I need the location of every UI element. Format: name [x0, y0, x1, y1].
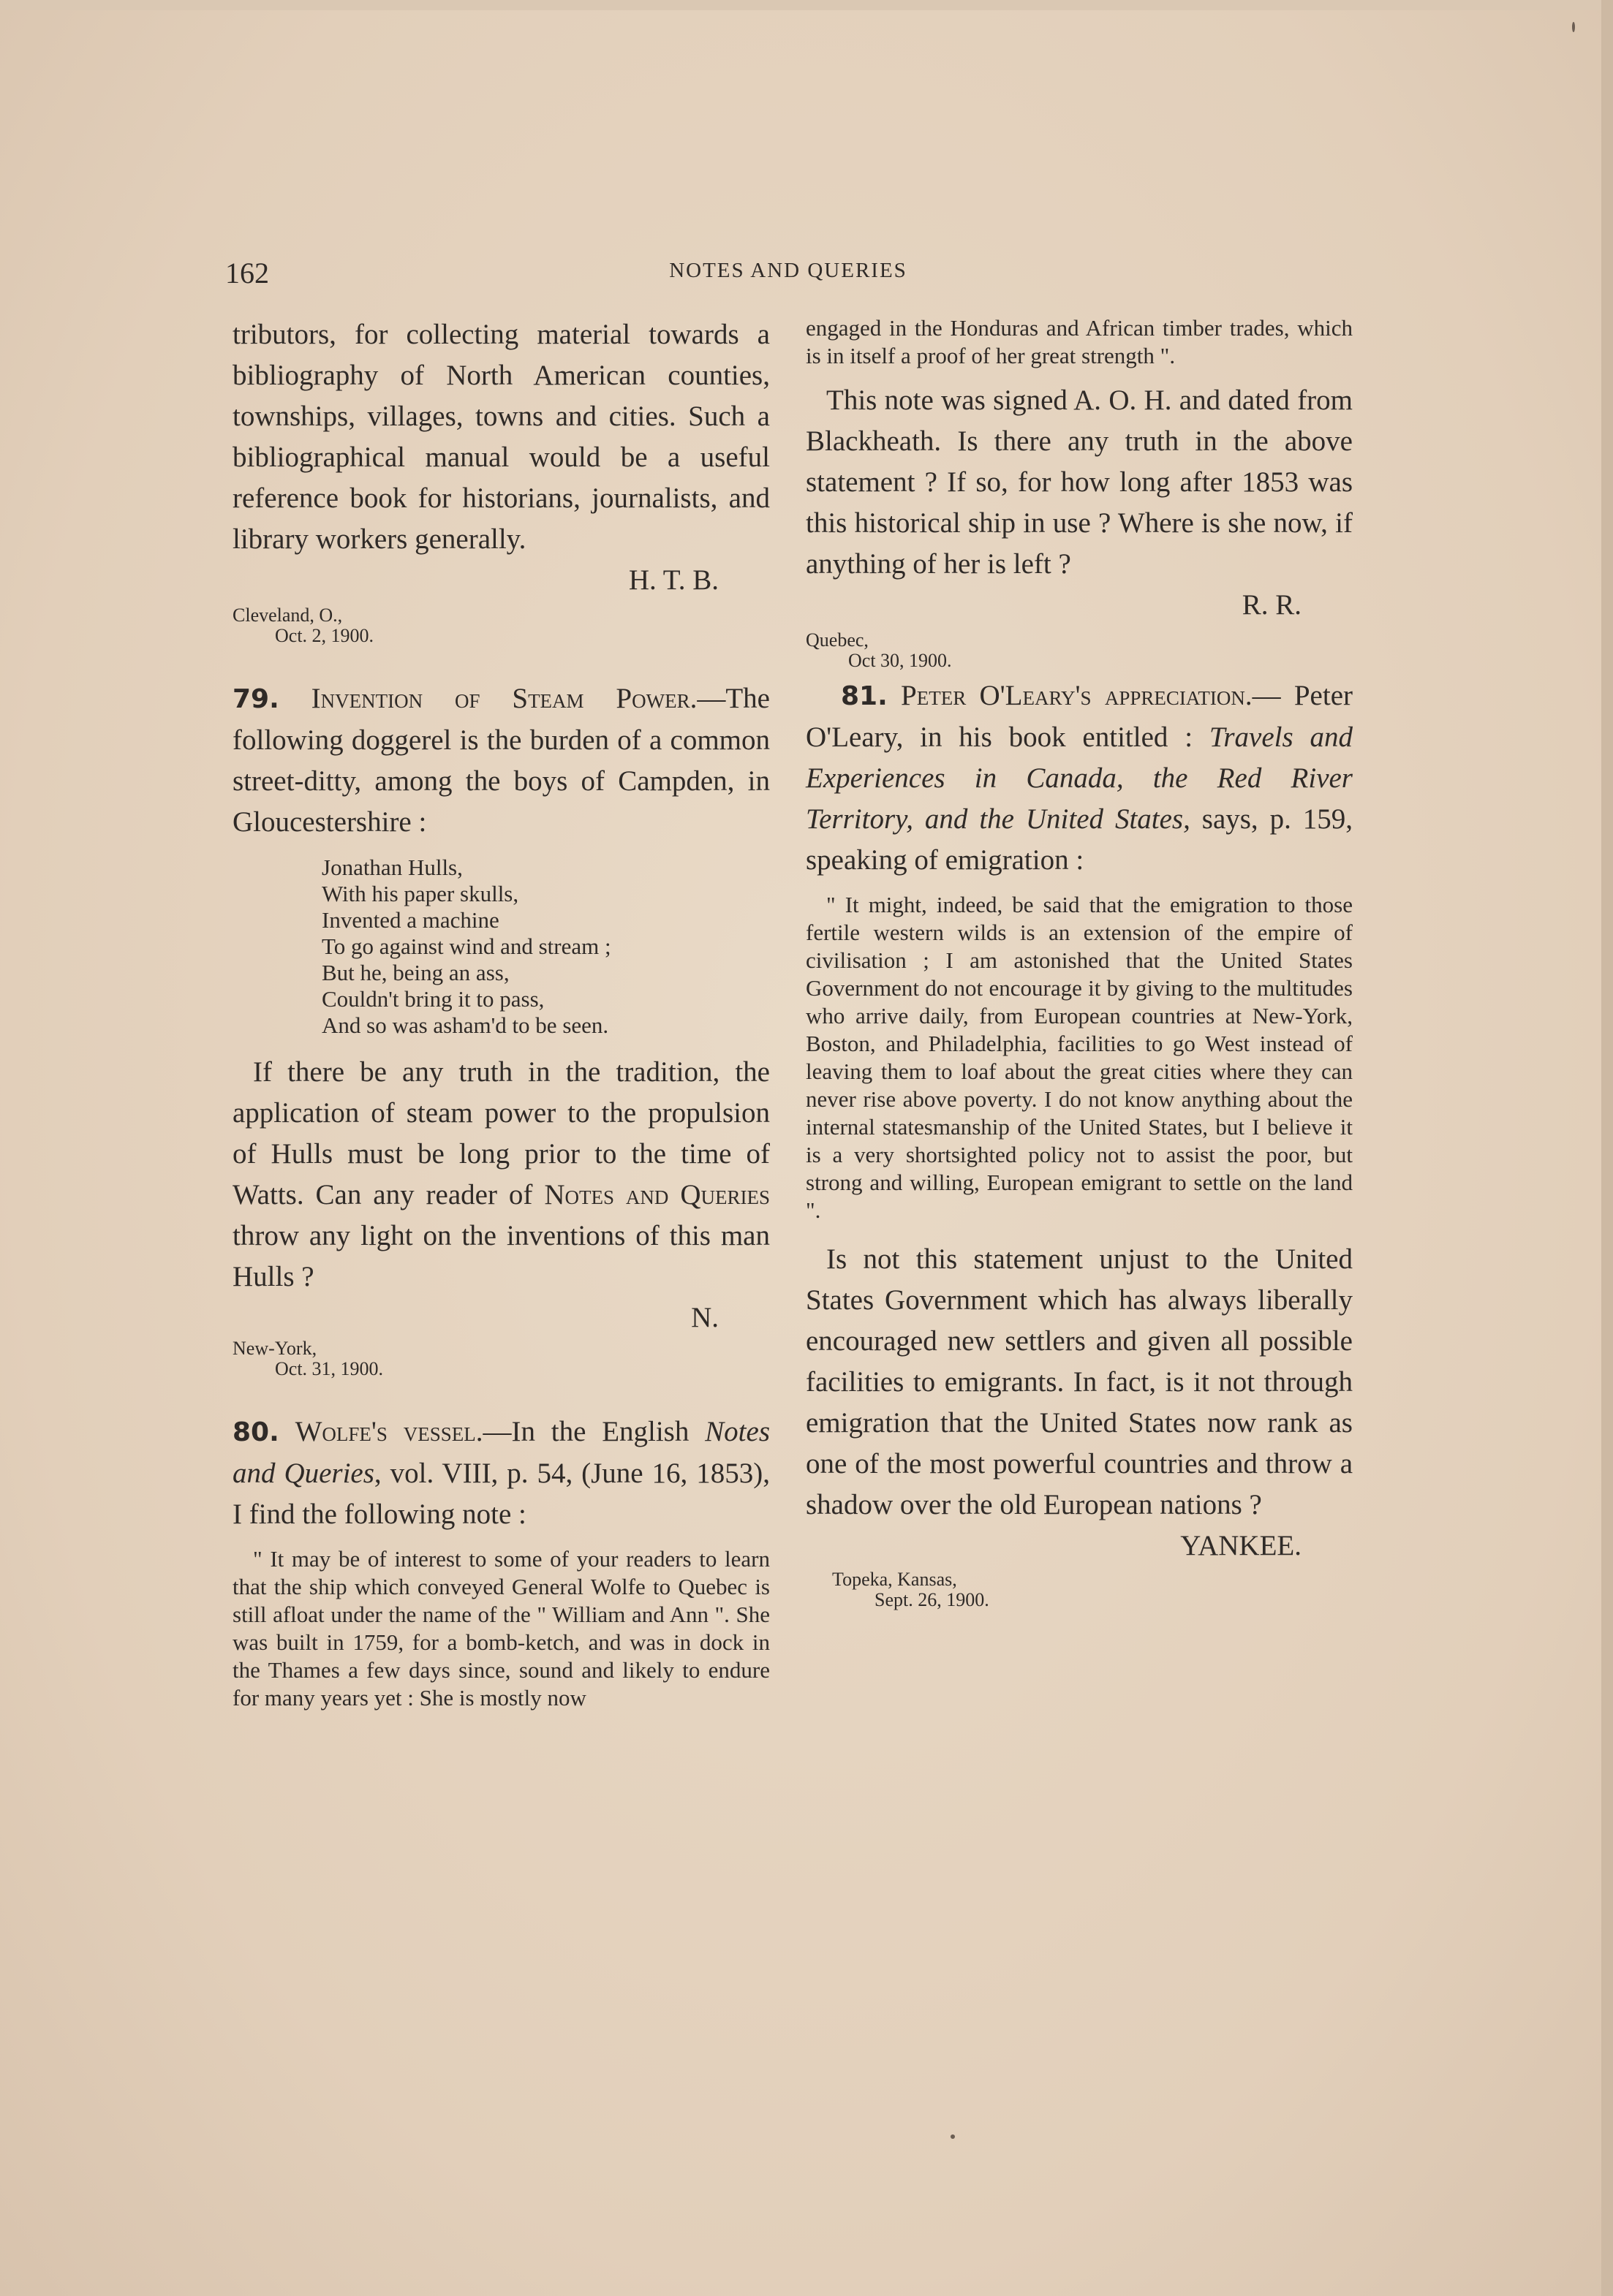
verse-line: Jonathan Hulls, — [322, 855, 463, 880]
query-intro-text: — Peter O'Leary, in his book entitled : — [806, 680, 1353, 753]
query-title: Invention of Steam Power. — [311, 683, 698, 714]
quoted-passage: " It might, indeed, be said that the emigration to those fertile western wilds is an extension of the empire of civilisation ; I am astonished that the United States Government do not encourage it by giving to the multitudes who arrive daily, from European countries at New-York, Boston, and Philadelphia, facilities to go West instead of leaving them to loaf about the great cities where they can never rise above poverty. I do not know anything about the internal statesmanship of the United States, but I believe it is a very shortsighted policy not to assist the poor, but strong and willing, European emigrant to settle on the land ". — [806, 892, 1353, 1223]
dateline-quebec — [806, 630, 1353, 671]
dateline-place: New-York, — [233, 1338, 317, 1359]
query-title: Wolfe's vessel. — [295, 1416, 483, 1447]
query-number: 79. — [233, 684, 279, 714]
query-80-intro — [233, 1412, 770, 1535]
query-number: 81. — [841, 681, 888, 711]
dateline-place: Topeka, Kansas, — [832, 1569, 957, 1590]
dateline-date: Oct 30, 1900. — [848, 650, 952, 671]
verse-line: Couldn't bring it to pass, — [322, 986, 545, 1012]
ink-speck — [1572, 22, 1575, 32]
signature-htb: H. T. B. — [628, 564, 719, 596]
journal-name: Notes and Queries — [544, 1179, 771, 1210]
query-body-text: throw any light on the inventions of this man Hulls ? — [233, 1220, 770, 1292]
running-title: NOTES AND QUERIES — [669, 259, 907, 282]
dateline-place: Quebec, — [806, 629, 869, 651]
query-intro-text: —In the English — [483, 1416, 706, 1447]
verse-line: Invented a machine — [322, 907, 499, 933]
query-body-text: If there be any truth in the tradition, the application of steam power to the propulsion of Hulls must be long prior to the time of Watts. Can any reader of — [233, 1056, 770, 1210]
query-intro-text: says, p. 159, speaking of emigration : — [806, 803, 1353, 876]
query-81-intro — [806, 675, 1353, 881]
quoted-note-continued: engaged in the Honduras and African timber trades, which is in itself a proof of her great strength ". — [806, 315, 1353, 368]
left-column — [233, 314, 770, 1712]
verse-line: And so was asham'd to be seen. — [322, 1012, 609, 1038]
page-number: 162 — [225, 257, 269, 289]
signature-n: N. — [691, 1302, 719, 1333]
query-80-body: This note was signed A. O. H. and dated from Blackheath. Is there any truth in the above statement ? If so, for how long after 1853 was this historical ship in use ? Where is she now, if anything of her is left ? — [806, 384, 1353, 580]
doggerel-verse — [322, 855, 770, 1039]
dateline-place: Cleveland, O., — [233, 605, 343, 626]
book-title: Travels and Experiences in Canada, the Red River Territory, and the United States, — [806, 721, 1353, 835]
ink-speck — [951, 2134, 955, 2139]
page-right-edge — [1601, 0, 1613, 2296]
query-intro-text: , vol. VIII, p. 54, (June 16, 1853), I find the following note : — [233, 1458, 770, 1530]
page-top-edge — [0, 0, 1613, 10]
query-81-body: Is not this statement unjust to the United States Government which has always liberally encouraged new settlers and given all possible facilities to emigrants. In fact, is it not through emigration that the United States now rank as one of the most powerful countries and throw a shadow over the old European nations ? — [806, 1243, 1353, 1520]
signature-yankee: YANKEE. — [1180, 1530, 1302, 1561]
verse-line: With his paper skulls, — [322, 881, 519, 906]
journal-name: Notes and Queries — [233, 1416, 770, 1489]
right-column — [806, 314, 1353, 1610]
query-title: Peter O'Leary's appreciation. — [901, 680, 1253, 711]
dateline-date: Oct. 31, 1900. — [275, 1358, 384, 1379]
continued-paragraph: tributors, for collecting material towards a bibliography of North American counties, townships, villages, towns and cities. Such a bibliographical manual would be a useful reference book for historians, journalists, and library workers generally. — [233, 319, 770, 555]
query-79-intro — [233, 678, 770, 843]
dateline-cleveland — [233, 605, 770, 646]
page-header — [225, 256, 1351, 292]
dateline-topeka — [806, 1569, 1353, 1610]
dateline-date: Sept. 26, 1900. — [875, 1589, 989, 1610]
verse-line: To go against wind and stream ; — [322, 933, 611, 959]
signature-rr: R. R. — [1242, 589, 1302, 621]
quoted-note: " It may be of interest to some of your readers to learn that the ship which conveyed General Wolfe to Quebec is still afloat under the name of the " William and Ann ". She was built in 1759, for a bomb-ketch, and was in dock in the Thames a few days since, sound and likely to endure for many years yet : She is mostly now — [233, 1546, 770, 1710]
query-number: 80. — [233, 1417, 279, 1447]
dateline-date: Oct. 2, 1900. — [275, 625, 374, 646]
query-intro-text: —The following doggerel is the burden of a common street-ditty, among the boys of Campden, in Gloucestershire : — [233, 683, 770, 838]
dateline-newyork — [233, 1338, 770, 1379]
verse-line: But he, being an ass, — [322, 960, 510, 985]
query-79-body — [233, 1052, 770, 1297]
